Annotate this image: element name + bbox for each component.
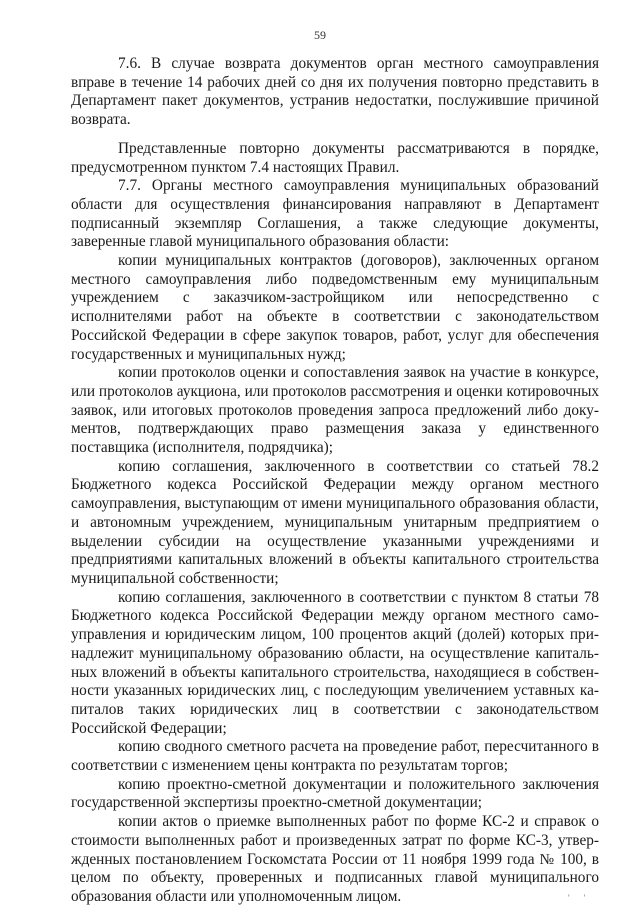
paragraph-7-7: 7.7. Органы местного самоуправления муниципальных образований области для осуществления финансирования направляют в Департамент подписанный экземпляр Соглашения, а также следующие документы, заверенные главой муниципального образования области:: [71, 177, 599, 251]
page-number: 59: [314, 28, 326, 42]
list-item-protocols: копии протоколов оценки и сопоставления заявок на участие в конкурсе, или протоколов аукциона, или протоколов рассмотрения и оценки котировочных заявок, или итоговых протоколов проведения запроса предложений либо документов, подтверждающих право размещения заказа у единственного поставщика (исполнителя, подрядчика);: [71, 364, 599, 457]
paragraph-resubmission: Представленные повторно документы рассматриваются в порядке, предусмотренном пунктом 7.4 настоящих Правил.: [71, 139, 599, 176]
scan-artifact-marks: ' ': [568, 893, 592, 903]
body-text: [71, 55, 599, 907]
list-item-design-docs: копию проектно-сметной документации и положительного заключения государственной экспертизы проектно-сметной документации;: [71, 775, 599, 812]
list-item-agreement-78-8: копию соглашения, заключенного в соответствии с пунктом 8 статьи 78 Бюджетного кодекса Российской Федерации между органом местного самоуправления и юридическим лицом, 100 процентов акций (долей) которых принадлежит муниципальному образованию области, на осуществление капитальных вложений в объекты капитального строительства, находящиеся в собственности указанных юридических лиц, с последующим увеличением уставных капиталов таких юридических лиц в соответствии с законодательством Российской Федерации;: [71, 588, 599, 737]
list-item-contracts: копии муниципальных контрактов (договоров), заключенных органом местного самоуправления либо подведомственным ему муниципальным учреждением с заказчиком-застройщиком или непосредственно с исполнителями работ на объекте в соответствии с законодательством Российской Федерации в сфере закупок товаров, работ, услуг для обеспечения государственных и муниципальных нужд;: [71, 252, 599, 363]
paragraph-7-6: 7.6. В случае возврата документов орган местного самоуправления вправе в течение 14 рабочих дней со дня их получения повторно представить в Департамент пакет документов, устранив недостатки, послужившие причиной возврата.: [71, 55, 599, 129]
list-item-estimate: копию сводного сметного расчета на проведение работ, пересчитанного в соответствии с изменением цены контракта по результатам торгов;: [71, 738, 599, 775]
list-item-acceptance-acts: копии актов о приемке выполненных работ по форме КС-2 и справок о стоимости выполненных работ и произведенных затрат по форме КС-3, утвержденных постановлением Госкомстата России от 11 ноября 1999 года № 100, в целом по объекту, проверенных и подписанных главой муниципального образования области или уполномоченным лицом.: [71, 813, 599, 905]
list-item-agreement-78-2: копию соглашения, заключенного в соответствии со статьей 78.2 Бюджетного кодекса Российской Федерации между органом местного самоуправления, выступающим от имени муниципального образования области, и автономным учреждением, муниципальным унитарным предприятием о выделении субсидии на осуществление указанными учреждениями и предприятиями капитальных вложений в объекты капитального строительства муниципальной собственности;: [71, 457, 599, 587]
